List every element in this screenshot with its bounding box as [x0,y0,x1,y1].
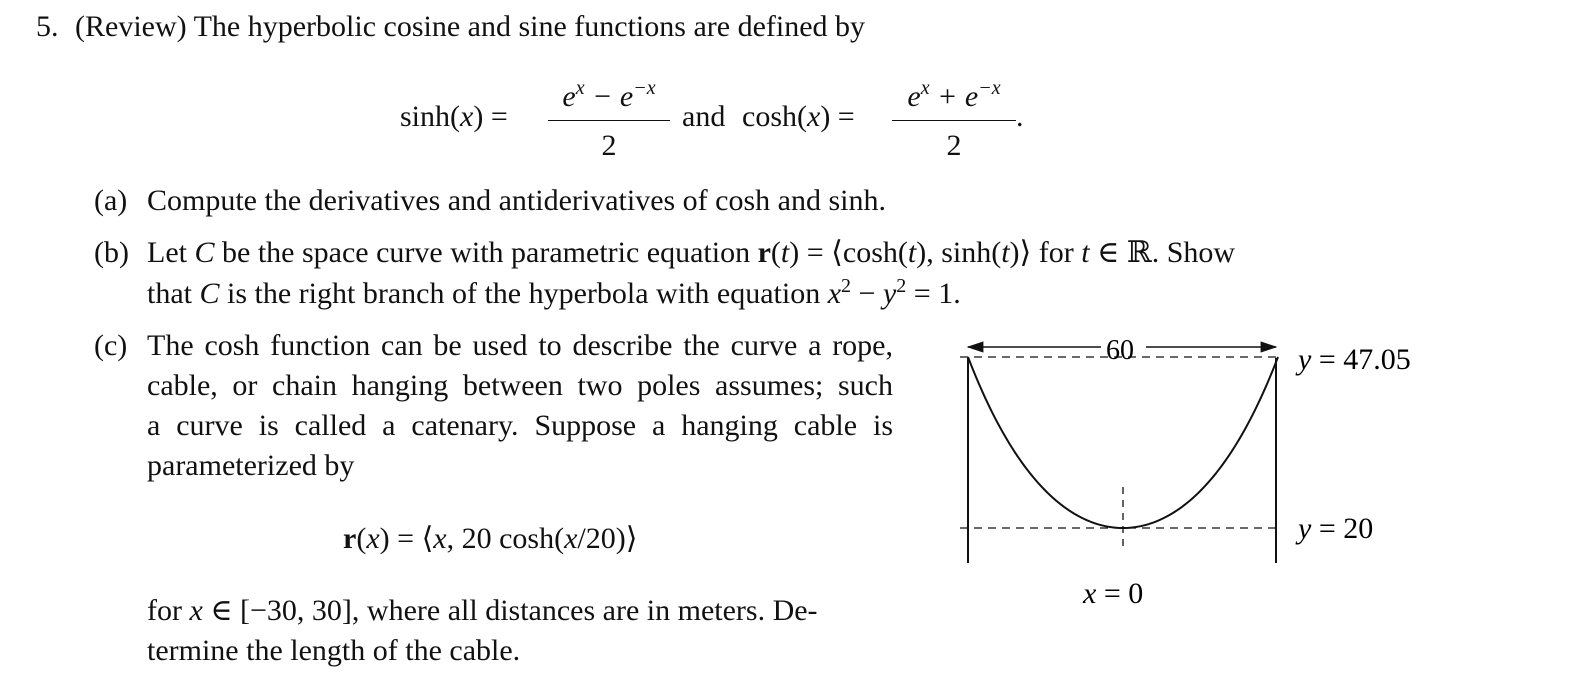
and-word: and [682,100,726,133]
part-c-line6: termine the length of the cable. [147,634,521,667]
part-c-line5: for x ∈ [−30, 30], where all distances are in meters. De- [147,594,818,627]
part-b-line2: that C is the right branch of the hyperbola with equation $x^2 - y^2 = 1$. [147,275,961,310]
sinh-definition-lhs: sinh(x) = [400,100,508,133]
cosh-fraction: $e^x + e^{-x}$ 2 [892,80,1016,163]
cosh-definition-lhs: cosh(x) = [742,100,855,133]
bottom-height-label: y = 20 [1298,512,1374,545]
definition-period: . [1016,100,1024,133]
part-a-text: Compute the derivatives and antiderivatives of cosh and sinh. [147,184,886,217]
sinh-numerator: $e^x - e^{-x}$ [562,77,656,113]
part-a-label: (a) [94,184,128,217]
problem-intro: (Review) The hyperbolic cosine and sine functions are defined by [75,10,866,43]
width-label: 60 [1106,335,1134,366]
top-height-label: y = 47.05 [1298,343,1411,376]
part-c-equation: r(x) = ⟨x, 20 cosh(x/20)⟩ [343,522,638,555]
part-c-line3: a curve is called a catenary. Suppose a hanging cable is [147,409,893,442]
part-c-line1: The cosh function can be used to describe the curve a rope, [147,329,893,362]
axis-label: x = 0 [1083,577,1144,610]
part-b-label: (b) [94,236,129,269]
part-c-line2: cable, or chain hanging between two poles assumes; such [147,369,893,402]
cosh-numerator: $e^x + e^{-x}$ [907,77,1001,113]
catenary-figure [940,320,1460,620]
part-c-line4: parameterized by [147,449,355,482]
part-c-label: (c) [94,329,128,362]
problem-number: 5. [36,10,59,43]
sinh-fraction: $e^x - e^{-x}$ 2 [548,80,670,163]
part-b-line1: Let C be the space curve with parametric equation r(t) = ⟨cosh(t), sinh(t)⟩ for t ∈ ℝ. Show [147,236,1236,269]
